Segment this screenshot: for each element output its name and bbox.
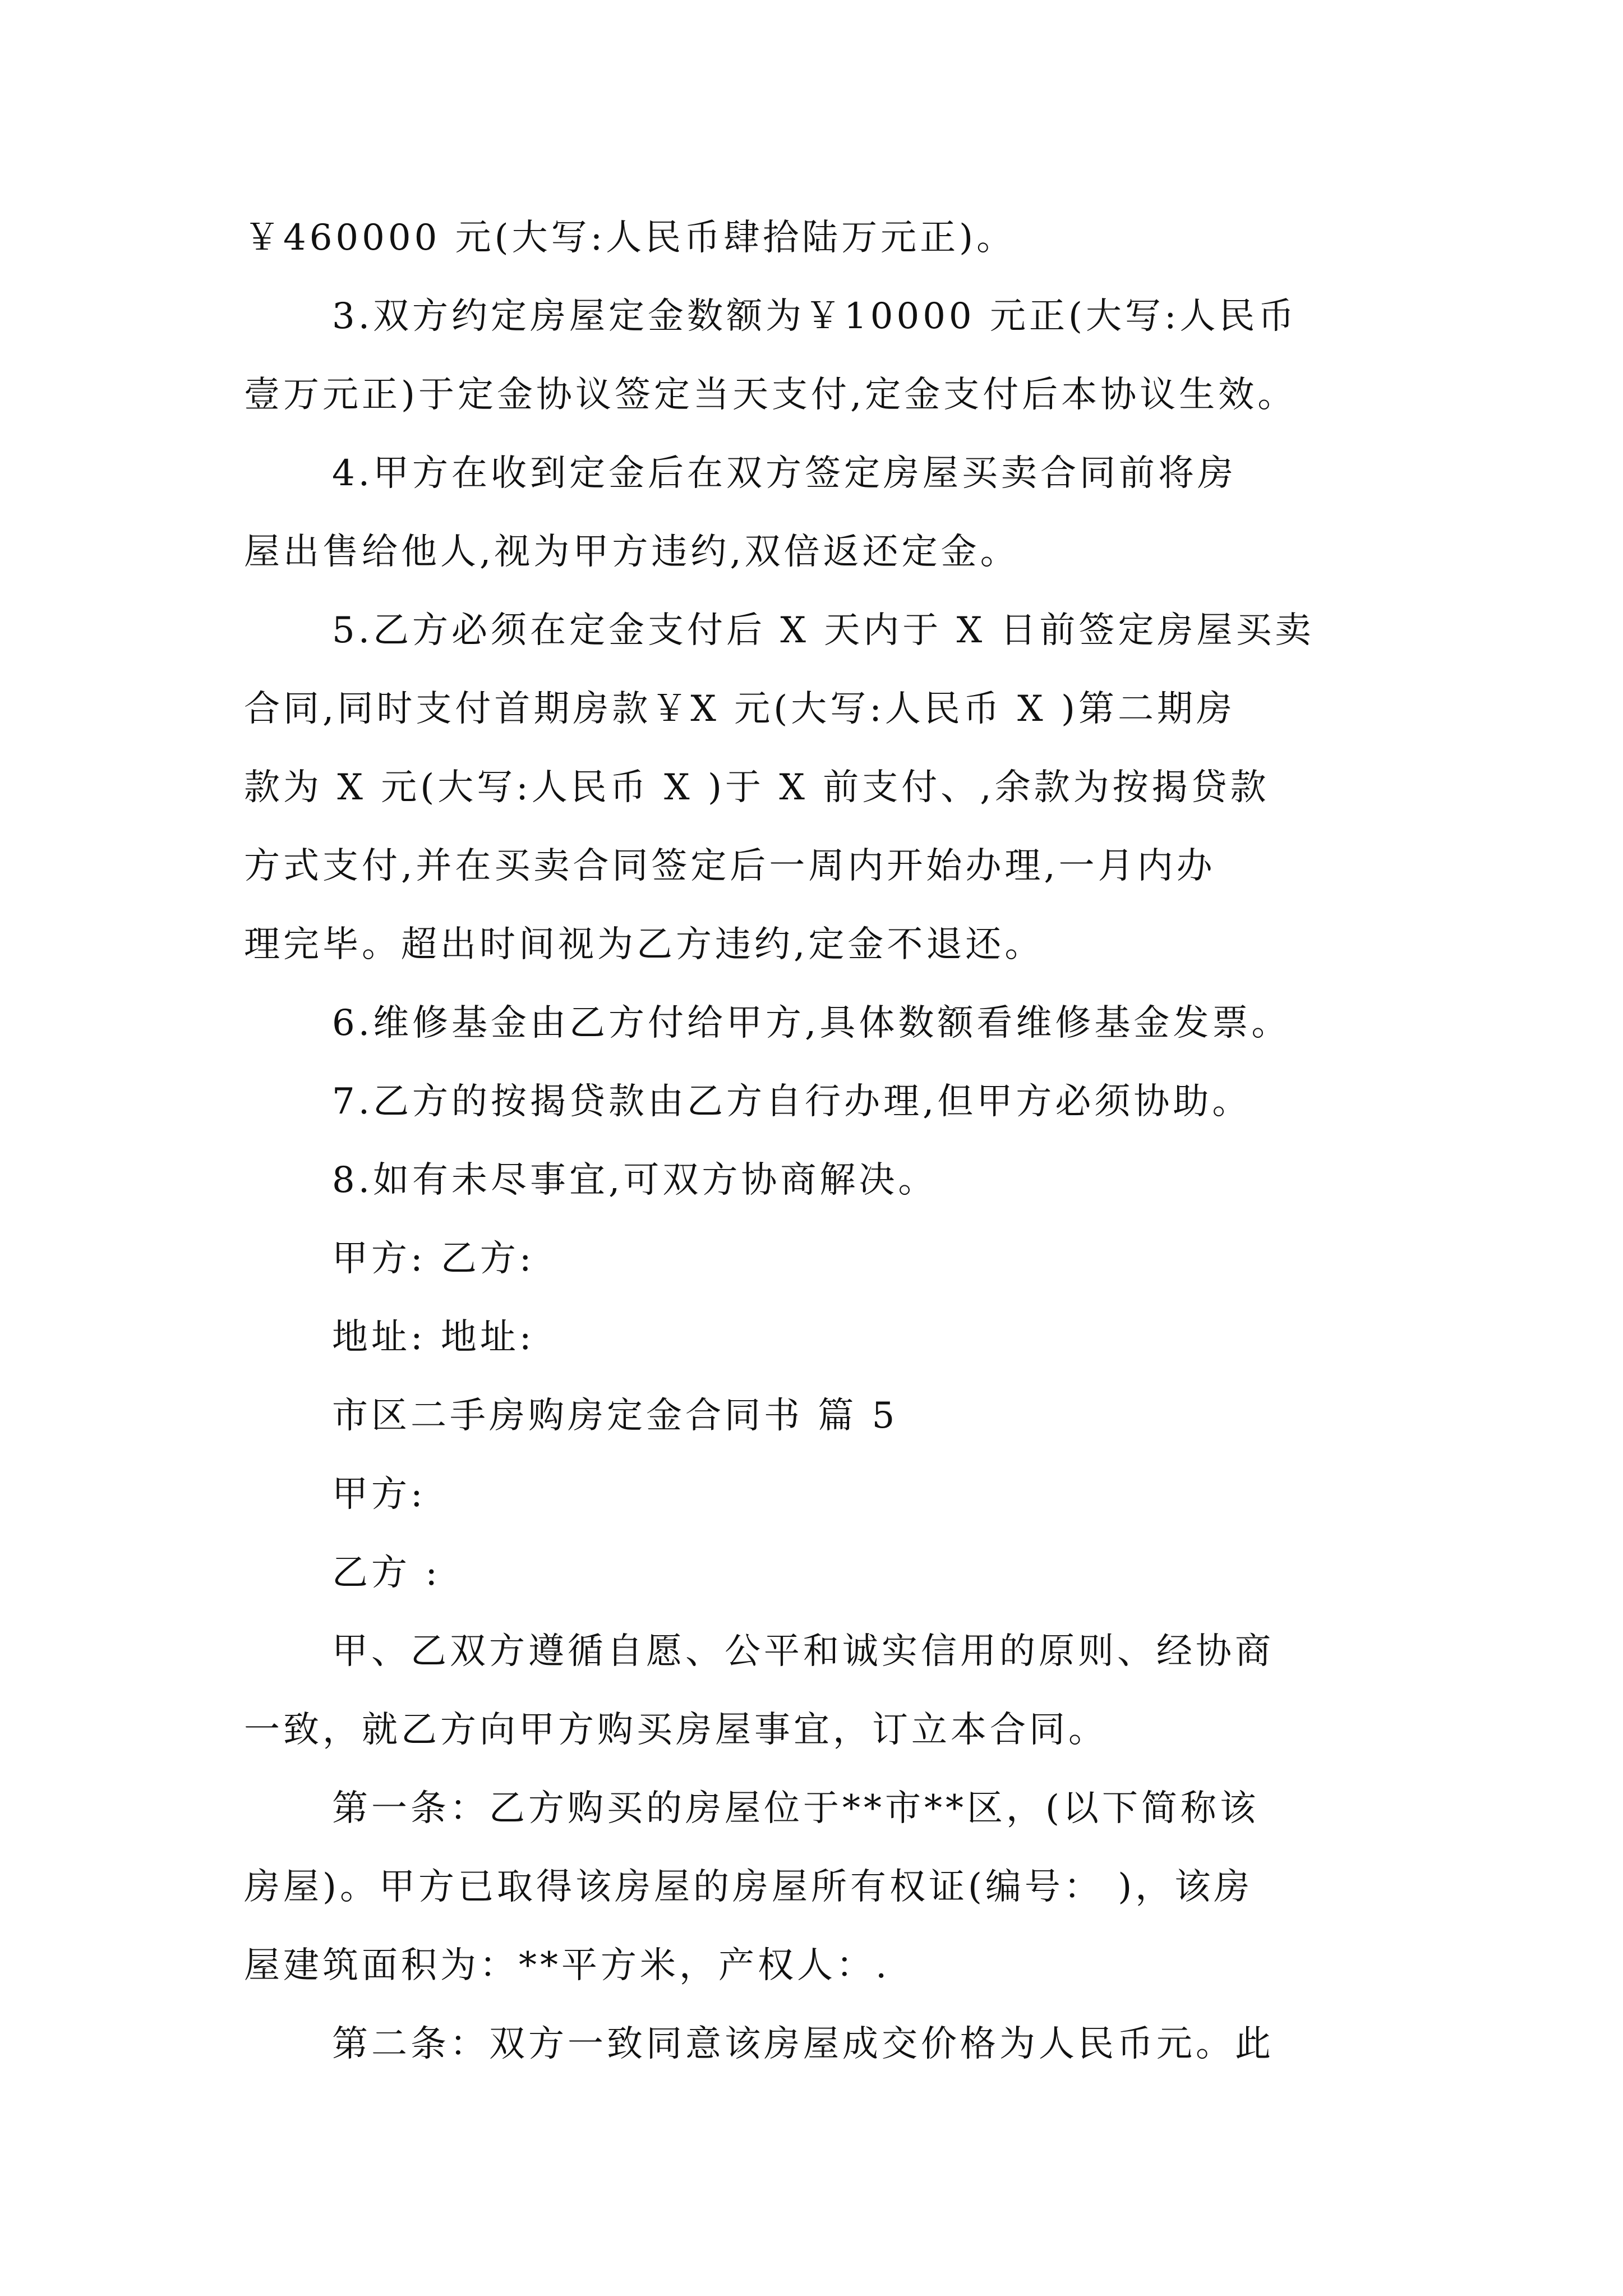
text-line: 合同,同时支付首期房款￥X 元(大写:人民币 X )第二期房 [244, 688, 1235, 730]
text-line: ￥460000 元(大写:人民币肆拾陆万元正)。 [244, 217, 1016, 259]
text-line: 7.乙方的按揭贷款由乙方自行办理,但甲方必须协助。 [332, 1081, 1252, 1122]
text-line: 壹万元正)于定金协议签定当天支付,定金支付后本协议生效。 [244, 374, 1297, 416]
text-line: 8.如有未尽事宜,可双方协商解决。 [332, 1159, 938, 1201]
section-heading: 市区二手房购房定金合同书 篇 5 [332, 1395, 898, 1437]
party-a-label: 甲方: [332, 1474, 426, 1515]
text-line: 款为 X 元(大写:人民币 X )于 X 前支付、,余款为按揭贷款 [244, 767, 1270, 808]
text-line: 理完毕。超出时间视为乙方违约,定金不退还。 [244, 924, 1044, 965]
text-line: 方式支付,并在买卖合同签定后一周内开始办理,一月内办 [244, 845, 1216, 887]
text-line: 第二条：双方一致同意该房屋成交价格为人民币元。此 [332, 2023, 1274, 2065]
text-line: 房屋)。甲方已取得该房屋的房屋所有权证(编号： )，该房 [244, 1866, 1253, 1908]
text-line: 5.乙方必须在定金支付后 X 天内于 X 日前签定房屋买卖 [332, 610, 1315, 651]
text-line: 甲、乙双方遵循自愿、公平和诚实信用的原则、经协商 [332, 1631, 1274, 1672]
text-line: 第一条：乙方购买的房屋位于**市**区，(以下简称该 [332, 1788, 1259, 1829]
text-line: 一致，就乙方向甲方购买房屋事宜，订立本合同。 [244, 1709, 1108, 1751]
signature-line-party: 甲方: 乙方: [332, 1238, 535, 1280]
signature-line-address: 地址: 地址: [332, 1317, 535, 1358]
text-line: 屋建筑面积为：**平方米，产权人：. [244, 1945, 891, 1986]
text-line: 4.甲方在收到定金后在双方签定房屋买卖合同前将房 [332, 453, 1237, 494]
text-line: 屋出售给他人,视为甲方违约,双倍返还定金。 [244, 531, 1020, 573]
text-line: 3.双方约定房屋定金数额为￥10000 元正(大写:人民币 [332, 296, 1298, 337]
party-b-label: 乙方 : [332, 1552, 441, 1594]
text-line: 6.维修基金由乙方付给甲方,具体数额看维修基金发票。 [332, 1002, 1291, 1044]
